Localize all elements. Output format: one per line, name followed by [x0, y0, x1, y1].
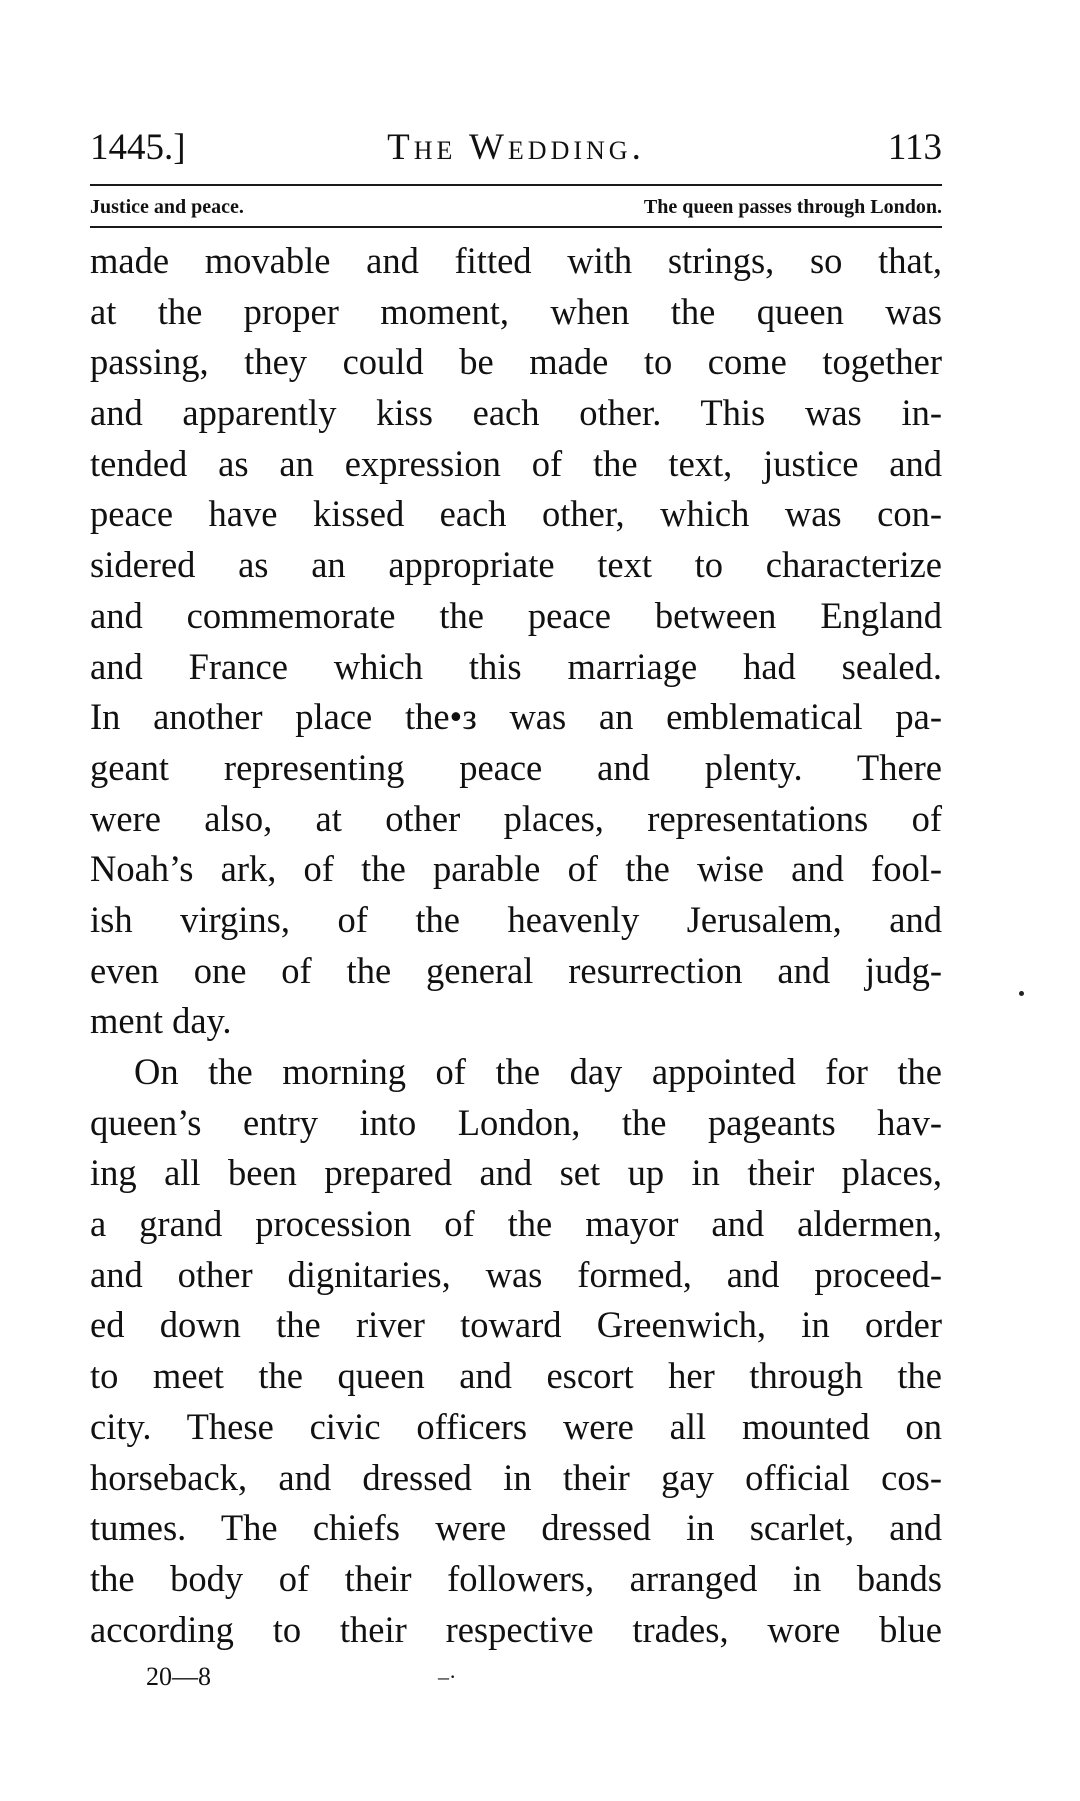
header-rule [90, 184, 942, 186]
text-line: and apparently kiss each other. This was in- [90, 392, 942, 434]
subhead-left: Justice and peace. [90, 196, 244, 218]
text-line: ment day. [90, 1000, 232, 1042]
text-line: made movable and fitted with strings, so that, [90, 240, 942, 281]
text-line: even one of the general resurrection and judg- [90, 949, 942, 991]
running-head-title: The Wedding. [387, 127, 645, 168]
text-line: were also, at other places, representations of [90, 797, 942, 839]
book-page [90, 120, 942, 1697]
paragraph-1 [90, 236, 942, 1047]
page-footer [90, 1657, 942, 1697]
text-line: tended as an expression of the text, justice and [90, 442, 942, 484]
footer-ornament: –· [438, 1664, 457, 1690]
text-line: In another place the•з was an emblematical pa- [90, 696, 942, 738]
text-line: ing all been prepared and set up in their places, [90, 1152, 942, 1194]
text-line: horseback, and dressed in their gay official cos- [90, 1456, 942, 1498]
stray-ink-dot [1019, 991, 1024, 996]
page-number: 113 [887, 127, 942, 168]
text-line: at the proper moment, when the queen was [90, 290, 942, 332]
text-line: queen’s entry into London, the pageants hav- [90, 1101, 942, 1143]
text-line: and France which this marriage had sealed. [90, 645, 942, 687]
text-line: passing, they could be made to come together [90, 341, 942, 383]
text-line: ish virgins, of the heavenly Jerusalem, and [90, 898, 942, 940]
text-line: peace have kissed each other, which was con- [90, 493, 942, 535]
text-line: to meet the queen and escort her through the [90, 1355, 942, 1397]
text-line: geant representing peace and plenty. There [90, 746, 942, 788]
text-line: ed down the river toward Greenwich, in order [90, 1304, 942, 1346]
text-line: and commemorate the peace between England [90, 594, 942, 636]
text-line: the body of their followers, arranged in bands [90, 1557, 942, 1599]
running-head [90, 120, 942, 176]
text-line: On the morning of the day appointed for the [134, 1051, 942, 1092]
text-line: a grand procession of the mayor and aldermen, [90, 1203, 942, 1245]
text-line: tumes. The chiefs were dressed in scarlet, and [90, 1507, 942, 1549]
marginal-subheads [90, 192, 942, 222]
text-line: Noah’s ark, of the parable of the wise and fool- [90, 848, 942, 890]
body-text [90, 236, 942, 1655]
text-line: sidered as an appropriate text to characterize [90, 544, 942, 586]
text-line: city. These civic officers were all mounted on [90, 1405, 942, 1447]
text-line: according to their respective trades, wore blue [90, 1608, 942, 1650]
running-head-year: 1445.] [90, 127, 186, 168]
signature-mark: 20—8 [146, 1662, 211, 1692]
subhead-right: The queen passes through London. [643, 196, 942, 218]
paragraph-2 [90, 1047, 942, 1655]
text-line: and other dignitaries, was formed, and proceed- [90, 1253, 942, 1295]
subhead-rule [90, 226, 942, 228]
